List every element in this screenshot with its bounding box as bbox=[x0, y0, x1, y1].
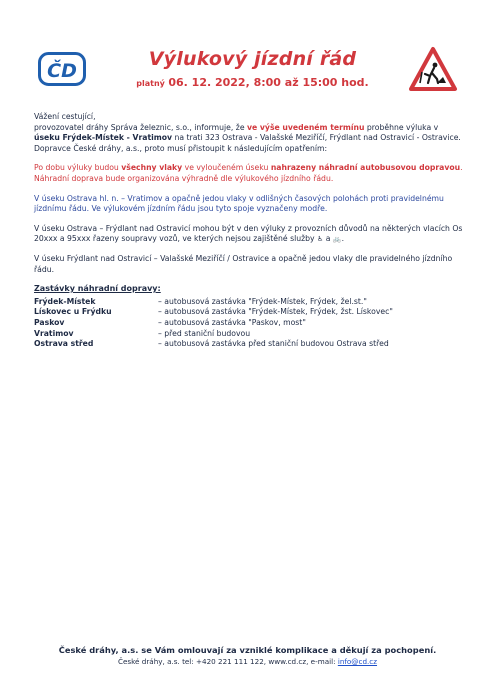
notice-body bbox=[34, 112, 464, 350]
p2-text-c: ve vyloučeném úseku bbox=[184, 163, 269, 173]
stop-description: – autobusová zastávka "Frýdek-Místek, Frýdek, žel.st." bbox=[158, 296, 367, 306]
paragraph-services bbox=[34, 224, 464, 245]
stops-title: Zastávky náhradní dopravy: bbox=[34, 284, 161, 294]
stop-name: Frýdek-Místek bbox=[34, 296, 96, 306]
roadwork-warning-icon bbox=[408, 46, 458, 92]
list-item bbox=[34, 307, 464, 318]
p4-text-a: V úseku Ostrava – Frýdlant nad Ostravicí mohou být v den výluky z provozních důvodů na některých vlacích Os 20xxx a 95xxx řazeny soupravy vozů, ve kterých nejsou zajištěné služby bbox=[34, 223, 463, 244]
p2-bus-replacement: nahrazeny náhradní autobusovou dopravou bbox=[270, 163, 461, 173]
stop-description: – autobusová zastávka "Paskov, most" bbox=[158, 317, 306, 327]
svg-text:ČD: ČD bbox=[47, 60, 77, 82]
footer bbox=[0, 644, 495, 667]
bicycle-icon: 🚲 bbox=[332, 235, 342, 244]
header bbox=[130, 48, 375, 91]
stops-list bbox=[34, 297, 464, 350]
p1-section: úseku Frýdek-Místek - Vratimov bbox=[34, 133, 173, 143]
validity-value: 06. 12. 2022, 8:00 až 15:00 hod. bbox=[168, 76, 369, 89]
p4-text-c: . bbox=[341, 234, 345, 244]
paragraph-intro bbox=[34, 112, 464, 154]
stop-description: – autobusová zastávka "Frýdek-Místek, Frýdek, žst. Lískovec" bbox=[158, 307, 393, 317]
cd-logo-icon bbox=[38, 52, 86, 86]
footer-contact-text: České dráhy, a.s. tel: +420 221 111 122, www.cd.cz, e-mail: bbox=[117, 657, 336, 666]
footer-contact bbox=[0, 656, 495, 667]
wheelchair-icon: ♿ bbox=[317, 235, 324, 244]
validity-line bbox=[130, 76, 375, 91]
greeting: Vážení cestující, bbox=[34, 112, 96, 121]
p4-text-b: a bbox=[325, 234, 331, 244]
paragraph-regular: V úseku Frýdlant nad Ostravicí – Valašské Meziříčí / Ostravice a opačně jedou vlaky dle pravidelného jízdního řádu. bbox=[34, 253, 453, 274]
page-title: Výlukový jízdní řád bbox=[148, 48, 357, 70]
stop-name: Ostrava střed bbox=[34, 339, 94, 349]
email-link[interactable]: info@cd.cz bbox=[337, 657, 378, 666]
stop-name: Lískovec u Frýdku bbox=[34, 307, 112, 317]
list-item bbox=[34, 329, 464, 340]
list-item bbox=[34, 318, 464, 329]
list-item bbox=[34, 297, 464, 308]
p1-text-a: provozovatel dráhy Správa železnic, s.o., informuje, že bbox=[34, 122, 245, 132]
p1-text-c: proběhne výluka v bbox=[366, 122, 439, 132]
footer-apology: České dráhy, a.s. se Vám omlouvají za vzniklé komplikace a děkují za pochopení. bbox=[58, 645, 437, 655]
paragraph-blue-connections: V úseku Ostrava hl. n. – Vratimov a opačně jedou vlaky v odlišných časových polohách proti pravidelnému jízdnímu řádu. Ve výlukovém jízdním řádu jsou tyto spoje vyznačeny modře. bbox=[34, 193, 444, 214]
paragraph-replacement bbox=[34, 163, 464, 184]
stop-name: Vratimov bbox=[34, 328, 74, 338]
validity-label: platný bbox=[136, 79, 165, 88]
list-item bbox=[34, 339, 464, 350]
stop-description: – autobusová zastávka před staniční budovou Ostrava střed bbox=[158, 339, 389, 349]
stop-description: – před staniční budovou bbox=[158, 328, 251, 338]
p2-text-e: . Náhradní doprava bude organizována výhradně dle výlukového jízdního řádu. bbox=[34, 163, 463, 183]
p1-text-e: na trati 323 Ostrava - Valašské Meziříčí, Frýdlant nad Ostravicí - Ostravice. Dopravce České dráhy, a.s., proto musí přistoupit k následujícím opatřením: bbox=[34, 133, 461, 153]
p2-all-trains: všechny vlaky bbox=[121, 163, 183, 173]
stop-name: Paskov bbox=[34, 317, 65, 327]
p2-text-a: Po dobu výluky budou bbox=[34, 163, 119, 173]
p1-term: ve výše uvedeném termínu bbox=[247, 122, 365, 132]
